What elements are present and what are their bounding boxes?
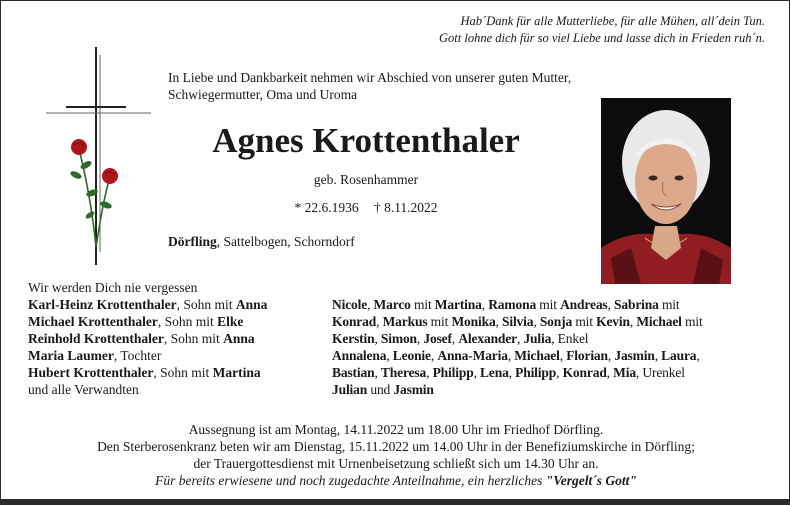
relation-text: , bbox=[607, 297, 614, 312]
motto-line: Hab´Dank für alle Mutterliebe, für alle Mühen, all´dein Tun. bbox=[460, 14, 765, 28]
person-name: Annalena bbox=[332, 348, 387, 363]
person-name: Silvia bbox=[502, 314, 534, 329]
motto bbox=[325, 13, 765, 47]
person-name: Mia bbox=[613, 365, 636, 380]
relation-text: , bbox=[629, 314, 637, 329]
person-name: Philipp bbox=[515, 365, 557, 380]
person-name: Alexander bbox=[458, 331, 517, 346]
relation-text: , bbox=[416, 331, 424, 346]
relation-text: , bbox=[533, 314, 540, 329]
person-name: Sabrina bbox=[614, 297, 659, 312]
person-name: Florian bbox=[566, 348, 608, 363]
relation-text: mit bbox=[572, 314, 597, 329]
family-line bbox=[28, 364, 318, 381]
other-places: , Sattelbogen, Schorndorf bbox=[216, 234, 355, 249]
relation-text: , bbox=[481, 297, 489, 312]
thanks-text: Für bereits erwiesene und noch zugedachte Anteilnahme, ein herzliches bbox=[155, 473, 546, 488]
cross-with-roses-icon bbox=[46, 47, 161, 267]
relation-text: , bbox=[606, 365, 614, 380]
person-name: Martina bbox=[434, 297, 482, 312]
relation-text: , bbox=[374, 365, 381, 380]
service-line: Aussegnung ist am Montag, 14.11.2022 um 18.00 Uhr im Friedhof Dörfling. bbox=[188, 422, 604, 437]
relation-text: , bbox=[430, 348, 438, 363]
family-line bbox=[28, 330, 318, 347]
person-name: Andreas bbox=[560, 297, 608, 312]
relation-text: , Sohn mit bbox=[176, 297, 236, 312]
person-name: Kevin bbox=[596, 314, 630, 329]
person-name: Konrad bbox=[562, 365, 607, 380]
person-name: Leonie bbox=[392, 348, 431, 363]
relation-text: , bbox=[495, 314, 502, 329]
person-name: Elke bbox=[217, 314, 244, 329]
relation-text: , Sohn mit bbox=[157, 314, 218, 329]
service-line: der Trauergottesdienst mit Urnenbeisetzung schließt sich um 14.30 Uhr an. bbox=[193, 456, 599, 471]
relation-text: , Tochter bbox=[113, 348, 162, 363]
main-place: Dörfling bbox=[168, 234, 217, 249]
person-name: Reinhold Krottenthaler bbox=[28, 331, 164, 346]
mourners-grandchildren bbox=[332, 296, 762, 398]
relation-text: , Enkel bbox=[551, 331, 589, 346]
relation-text: , bbox=[374, 331, 381, 346]
intro-text: In Liebe und Dankbarkeit nehmen wir Abschied von unserer guten Mutter, Schwiegermutter, Oma und Uroma bbox=[168, 70, 572, 102]
person-name: Michael Krottenthaler bbox=[28, 314, 158, 329]
person-name: Maria Laumer bbox=[28, 348, 114, 363]
person-name: Martina bbox=[212, 365, 261, 380]
grandchildren-line bbox=[332, 313, 762, 330]
person-name: Julia bbox=[523, 331, 552, 346]
person-name: Josef bbox=[423, 331, 452, 346]
person-name: Ramona bbox=[488, 297, 537, 312]
person-name: Simon bbox=[380, 331, 417, 346]
relation-text: mit bbox=[536, 297, 561, 312]
relation-text: , Urenkel bbox=[635, 365, 685, 380]
relation-text: und bbox=[367, 382, 394, 397]
relation-text: mit bbox=[427, 314, 452, 329]
person-name: Karl-Heinz Krottenthaler bbox=[28, 297, 177, 312]
life-dates bbox=[166, 200, 566, 216]
relation-text: mit bbox=[681, 314, 703, 329]
person-name: Philipp bbox=[432, 365, 474, 380]
family-line bbox=[28, 296, 318, 313]
relation-text: mit bbox=[658, 297, 680, 312]
person-name: Monika bbox=[451, 314, 496, 329]
portrait-photo bbox=[601, 98, 731, 284]
relation-text: und alle Verwandten bbox=[28, 382, 139, 397]
person-name: Anna bbox=[223, 331, 255, 346]
grandchildren-line bbox=[332, 381, 762, 398]
relation-text: , bbox=[516, 331, 524, 346]
person-name: Theresa bbox=[380, 365, 427, 380]
service-info bbox=[11, 421, 781, 489]
grandchildren-line bbox=[332, 364, 762, 381]
relation-text: mit bbox=[410, 297, 435, 312]
person-name: Michael bbox=[636, 314, 682, 329]
relation-text: , bbox=[556, 365, 563, 380]
relation-text: , Sohn mit bbox=[163, 331, 224, 346]
family-line bbox=[28, 313, 318, 330]
relation-text: , bbox=[451, 331, 459, 346]
person-name: Nicole bbox=[332, 297, 368, 312]
relation-text: , bbox=[559, 348, 567, 363]
places bbox=[168, 234, 355, 250]
person-name: Michael bbox=[514, 348, 560, 363]
person-name: Kerstin bbox=[332, 331, 375, 346]
relation-text: , bbox=[473, 365, 481, 380]
death-date: † 8.11.2022 bbox=[373, 200, 438, 215]
thanks-line bbox=[11, 472, 781, 489]
relation-text: , bbox=[507, 348, 515, 363]
person-name: Marco bbox=[373, 297, 411, 312]
person-name: Jasmin bbox=[614, 348, 655, 363]
person-name: Lena bbox=[480, 365, 509, 380]
person-name: Sonja bbox=[539, 314, 573, 329]
family-line bbox=[28, 279, 318, 296]
relation-text: , bbox=[696, 348, 700, 363]
deceased-name: Agnes Krottenthaler bbox=[212, 121, 520, 160]
person-name: Jasmin bbox=[393, 382, 434, 397]
grandchildren-line bbox=[332, 330, 762, 347]
person-name: Anna bbox=[235, 297, 268, 312]
grandchildren-line bbox=[332, 347, 762, 364]
relation-text: , bbox=[367, 297, 374, 312]
relation-text: , bbox=[508, 365, 516, 380]
person-name: Markus bbox=[382, 314, 428, 329]
person-name: Konrad bbox=[332, 314, 377, 329]
person-name: Anna-Maria bbox=[437, 348, 508, 363]
person-name: Laura bbox=[661, 348, 697, 363]
person-name: Hubert Krottenthaler bbox=[28, 365, 154, 380]
relation-text: , bbox=[376, 314, 383, 329]
family-line bbox=[28, 381, 318, 398]
grandchildren-line bbox=[332, 296, 762, 313]
person-name: Julian bbox=[332, 382, 368, 397]
person-name: Bastian bbox=[332, 365, 375, 380]
relation-text: , bbox=[426, 365, 433, 380]
birth-date: * 22.6.1936 bbox=[294, 200, 359, 215]
birth-name: geb. Rosenhammer bbox=[313, 172, 419, 187]
relation-text: , Sohn mit bbox=[153, 365, 213, 380]
relation-text: , bbox=[386, 348, 393, 363]
motto-line: Gott lohne dich für so viel Liebe und lasse dich in Frieden ruh´n. bbox=[439, 31, 765, 45]
service-line: Den Sterberosenkranz beten wir am Dienstag, 15.11.2022 um 14.00 Uhr in der Benefiziumskirche in Dörfling; bbox=[97, 439, 695, 454]
family-line bbox=[28, 347, 318, 364]
thanks-bold: "Vergelt´s Gott" bbox=[545, 473, 637, 488]
relation-text: , bbox=[654, 348, 662, 363]
mourners-family bbox=[28, 279, 318, 398]
relation-text: , bbox=[607, 348, 615, 363]
relation-text: Wir werden Dich nie vergessen bbox=[28, 280, 198, 295]
